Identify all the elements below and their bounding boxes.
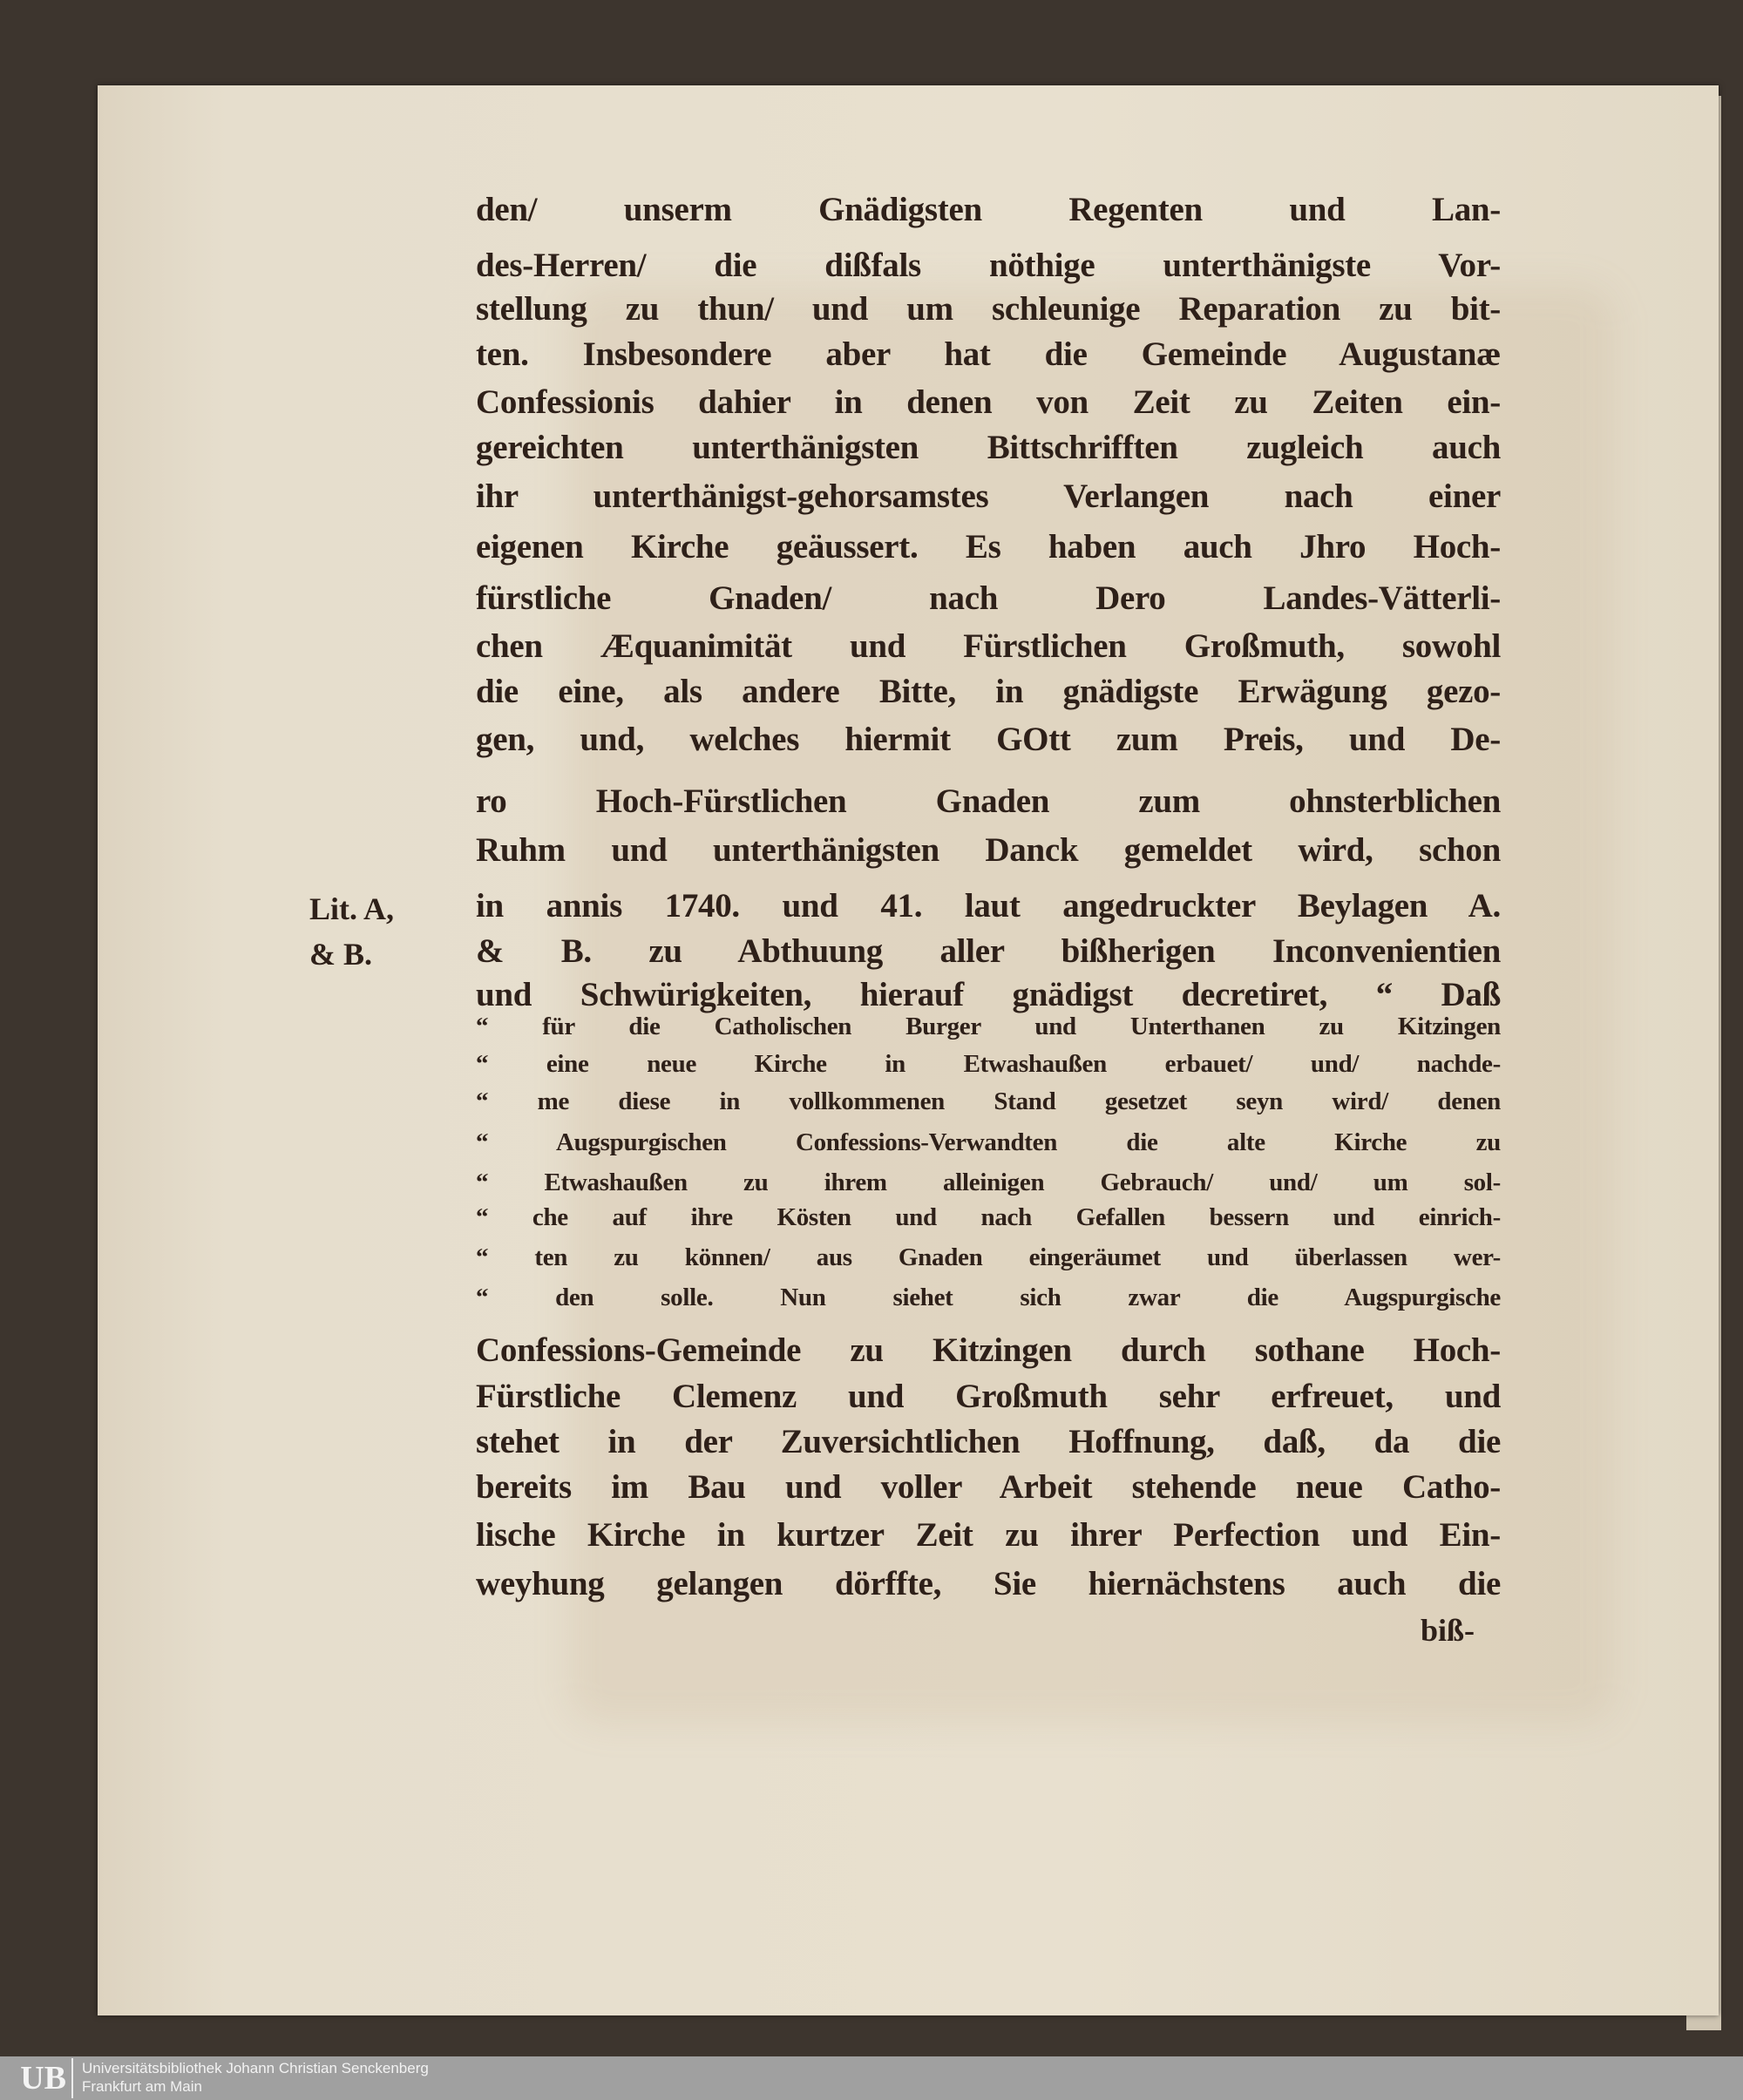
text-line: “ für die Catholischen Burger und Unterthanen zu Kitzingen bbox=[476, 1013, 1501, 1041]
text-line: chen Æquanimität und Fürstlichen Großmuth, sowohl bbox=[476, 627, 1501, 665]
text-line: gen, und, welches hiermit GOtt zum Preis, und De- bbox=[476, 721, 1501, 759]
text-line: ten. Insbesondere aber hat die Gemeinde Augustanæ bbox=[476, 335, 1501, 373]
text-line: “ ten zu können/ aus Gnaden eingeräumet und überlassen wer- bbox=[476, 1243, 1501, 1271]
library-name: Universitätsbibliothek Johann Christian Senckenberg bbox=[82, 2060, 429, 2076]
text-line: “ eine neue Kirche in Etwashaußen erbauet/ und/ nachde- bbox=[476, 1050, 1501, 1079]
text-line: “ den solle. Nun siehet sich zwar die Augspurgische bbox=[476, 1283, 1501, 1311]
text-line: eigenen Kirche geäussert. Es haben auch Jhro Hoch- bbox=[476, 528, 1501, 566]
margin-note-lit-a: Lit. A, bbox=[309, 891, 395, 926]
text-line: gereichten unterthänigsten Bittschrifften zugleich auch bbox=[476, 429, 1501, 467]
text-line: Confessions-Gemeinde zu Kitzingen durch sothane Hoch- bbox=[476, 1331, 1501, 1370]
text-line: stellung zu thun/ und um schleunige Reparation zu bit- bbox=[476, 289, 1501, 328]
text-line: bereits im Bau und voller Arbeit stehende neue Catho- bbox=[476, 1468, 1501, 1507]
text-line: weyhung gelangen dörffte, Sie hiernächstens auch die bbox=[476, 1564, 1501, 1602]
text-line: des-Herren/ die dißfals nöthige unterthänigste Vor- bbox=[476, 247, 1501, 285]
text-line: Fürstliche Clemenz und Großmuth sehr erfreuet, und bbox=[476, 1377, 1501, 1415]
catchword: biß- bbox=[1421, 1613, 1475, 1648]
ub-logo: UB bbox=[3, 2058, 73, 2098]
text-line: Confessionis dahier in denen von Zeit zu Zeiten ein- bbox=[476, 383, 1501, 422]
text-line: stehet in der Zuversichtlichen Hoffnung, daß, da die bbox=[476, 1422, 1501, 1460]
text-line: die eine, als andere Bitte, in gnädigste Erwägung gezo- bbox=[476, 673, 1501, 711]
text-line: und Schwürigkeiten, hierauf gnädigst decretiret, “ Daß bbox=[476, 975, 1501, 1013]
text-line: in annis 1740. und 41. laut angedruckter Beylagen A. bbox=[476, 887, 1501, 925]
margin-note-b: & B. bbox=[309, 937, 372, 972]
library-location: Frankfurt am Main bbox=[82, 2078, 202, 2095]
text-line: & B. zu Abthuung aller bißherigen Inconvenientien bbox=[476, 932, 1501, 971]
text-line: ihr unterthänigst-gehorsamstes Verlangen nach einer bbox=[476, 477, 1501, 515]
text-line: “ me diese in vollkommenen Stand gesetzet seyn wird/ denen bbox=[476, 1087, 1501, 1116]
text-line: fürstliche Gnaden/ nach Dero Landes-Vätterli- bbox=[476, 579, 1501, 617]
text-line: ro Hoch-Fürstlichen Gnaden zum ohnsterblichen bbox=[476, 782, 1501, 821]
text-line: den/ unserm Gnädigsten Regenten und Lan- bbox=[476, 190, 1501, 228]
text-line: “ Augspurgischen Confessions-Verwandten die alte Kirche zu bbox=[476, 1128, 1501, 1156]
text-line: Ruhm und unterthänigsten Danck gemeldet wird, schon bbox=[476, 830, 1501, 869]
text-line: “ che auf ihre Kösten und nach Gefallen bessern und einrich- bbox=[476, 1202, 1501, 1231]
text-line: “ Etwashaußen zu ihrem alleinigen Gebrauch/ und/ um sol- bbox=[476, 1168, 1501, 1196]
text-line: lische Kirche in kurtzer Zeit zu ihrer Perfection und Ein- bbox=[476, 1516, 1501, 1555]
